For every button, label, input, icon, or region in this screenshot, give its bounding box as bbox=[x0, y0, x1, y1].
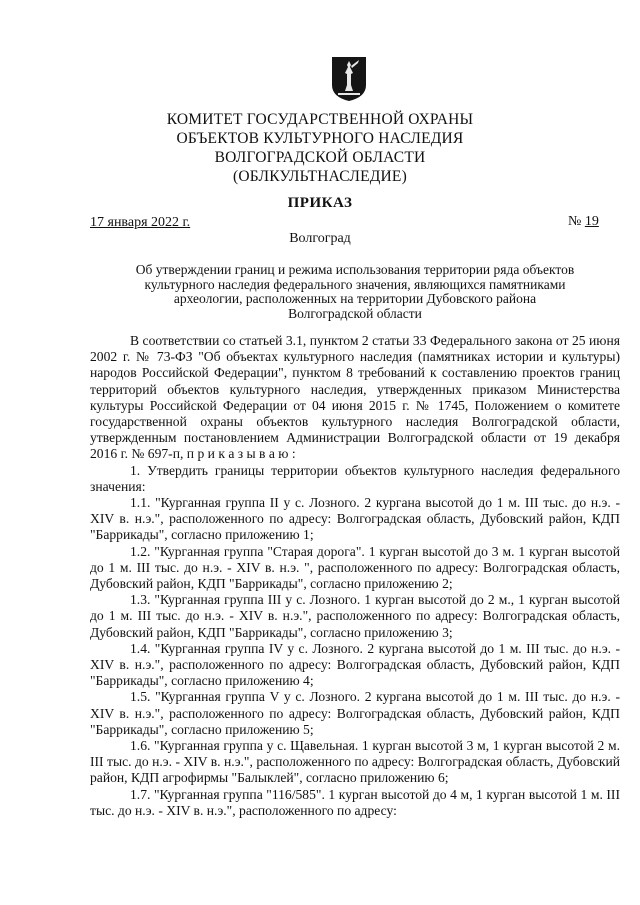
item-1-3-paragraph: 1.3. "Курганная группа III у с. Лозного. 1 курган высотой до 2 м., 1 курган высотой до 1 м. III тыс. до н.э. - XIV в. н.э.", расположенного по адресу: Волгоградская область, Дубовский район, КДП "Баррикады", согласно приложению 3; bbox=[90, 592, 620, 640]
preamble-paragraph: В соответствии со статьей 3.1, пунктом 2 статьи 33 Федерального закона от 25 июня 2002 г. № 73-ФЗ "Об объектах культурного наследия (памятниках истории и культуры) народов Российской Федерации", пунктом 8 требований к составлению проектов границ территорий объектов культурного наследия, утвержденных приказом Министерства культуры Российской Федерации от 04 июня 2015 г. № 1745, Положением о комитете государственной охраны объектов культурного наследия Волгоградской области, утвержденным постановлением Администрации Волгоградской области от 19 декабря 2016 г. № 697-п, п р и к а з ы в а ю : bbox=[90, 333, 620, 462]
item-1-paragraph: 1. Утвердить границы территории объектов культурного наследия федерального значения: bbox=[90, 462, 620, 494]
number-value: 19 bbox=[584, 214, 599, 229]
organization-line-1: КОМИТЕТ ГОСУДАРСТВЕННОЙ ОХРАНЫ bbox=[166, 111, 474, 128]
subject-line-1: Об утверждении границ и режима использования территории ряда объектов bbox=[135, 262, 575, 277]
organization-line-4: (ОБЛКУЛЬТНАСЛЕДИЕ) bbox=[233, 168, 407, 185]
subject-line-2: культурного наследия федерального значения, являющихся памятниками bbox=[144, 276, 566, 292]
subject-line-3: археологии, расположенных на территории Дубовского района bbox=[173, 291, 537, 306]
number-prefix: № bbox=[568, 214, 585, 229]
document-body bbox=[90, 333, 620, 819]
item-1-5-paragraph: 1.5. "Курганная группа V у с. Лозного. 2 кургана высотой до 1 м. III тыс. до н.э. - XIV в. н.э.", расположенного по адресу: Волгоградская область, Дубовский район, КДП "Баррикады", согласно приложению 5; bbox=[90, 689, 620, 737]
document-number bbox=[568, 214, 599, 230]
organization-header bbox=[0, 110, 640, 186]
document-city: Волгоград bbox=[289, 231, 351, 246]
subject-line-4: Волгоградской области bbox=[288, 305, 422, 321]
item-1-4-paragraph: 1.4. "Курганная группа IV у с. Лозного. 2 кургана высотой до 1 м. III тыс. до н.э. - XIV в. н.э.", расположенного по адресу: Волгоградская область, Дубовский район, КДП "Баррикады", согласно приложению 4; bbox=[90, 640, 620, 689]
item-1-2-paragraph: 1.2. "Курганная группа "Старая дорога". 1 курган высотой до 3 м. 1 курган высотой до 1 м. III тыс. до н.э. - XIV в. н.э. ", расположенного по адресу: Волгоградская область, Дубовский район, КДП "Баррикады", согласно приложению 2; bbox=[90, 543, 620, 592]
item-1-6-paragraph: 1.6. "Курганная группа у с. Щавельная. 1 курган высотой 3 м, 1 курган высотой 2 м. III тыс. до н.э. - XIV в. н.э.", расположенного по адресу: Волгоградская область, Дубовский район, КДП агрофирмы "Балыклей", согласно приложению 6; bbox=[90, 738, 620, 786]
document-date: 17 января 2022 г. bbox=[90, 215, 191, 230]
coat-of-arms-emblem bbox=[330, 55, 368, 103]
item-1-1-paragraph: 1.1. "Курганная группа II у с. Лозного. 2 кургана высотой до 1 м. III тыс. до н.э. - XIV в. н.э.", расположенного по адресу: Волгоградская область, Дубовский район, КДП "Баррикады", согласно приложению 1; bbox=[90, 495, 620, 543]
document-type-title: ПРИКАЗ bbox=[287, 195, 353, 211]
document-subject bbox=[90, 263, 620, 321]
organization-line-2: ОБЪЕКТОВ КУЛЬТУРНОГО НАСЛЕДИЯ bbox=[176, 130, 464, 147]
organization-line-3: ВОЛГОГРАДСКОЙ ОБЛАСТИ bbox=[214, 149, 426, 166]
item-1-7-paragraph: 1.7. "Курганная группа "116/585". 1 курган высотой до 4 м, 1 курган высотой 1 м. III тыс. до н.э. - XIV в. н.э.", расположенного по адресу: bbox=[90, 786, 620, 818]
